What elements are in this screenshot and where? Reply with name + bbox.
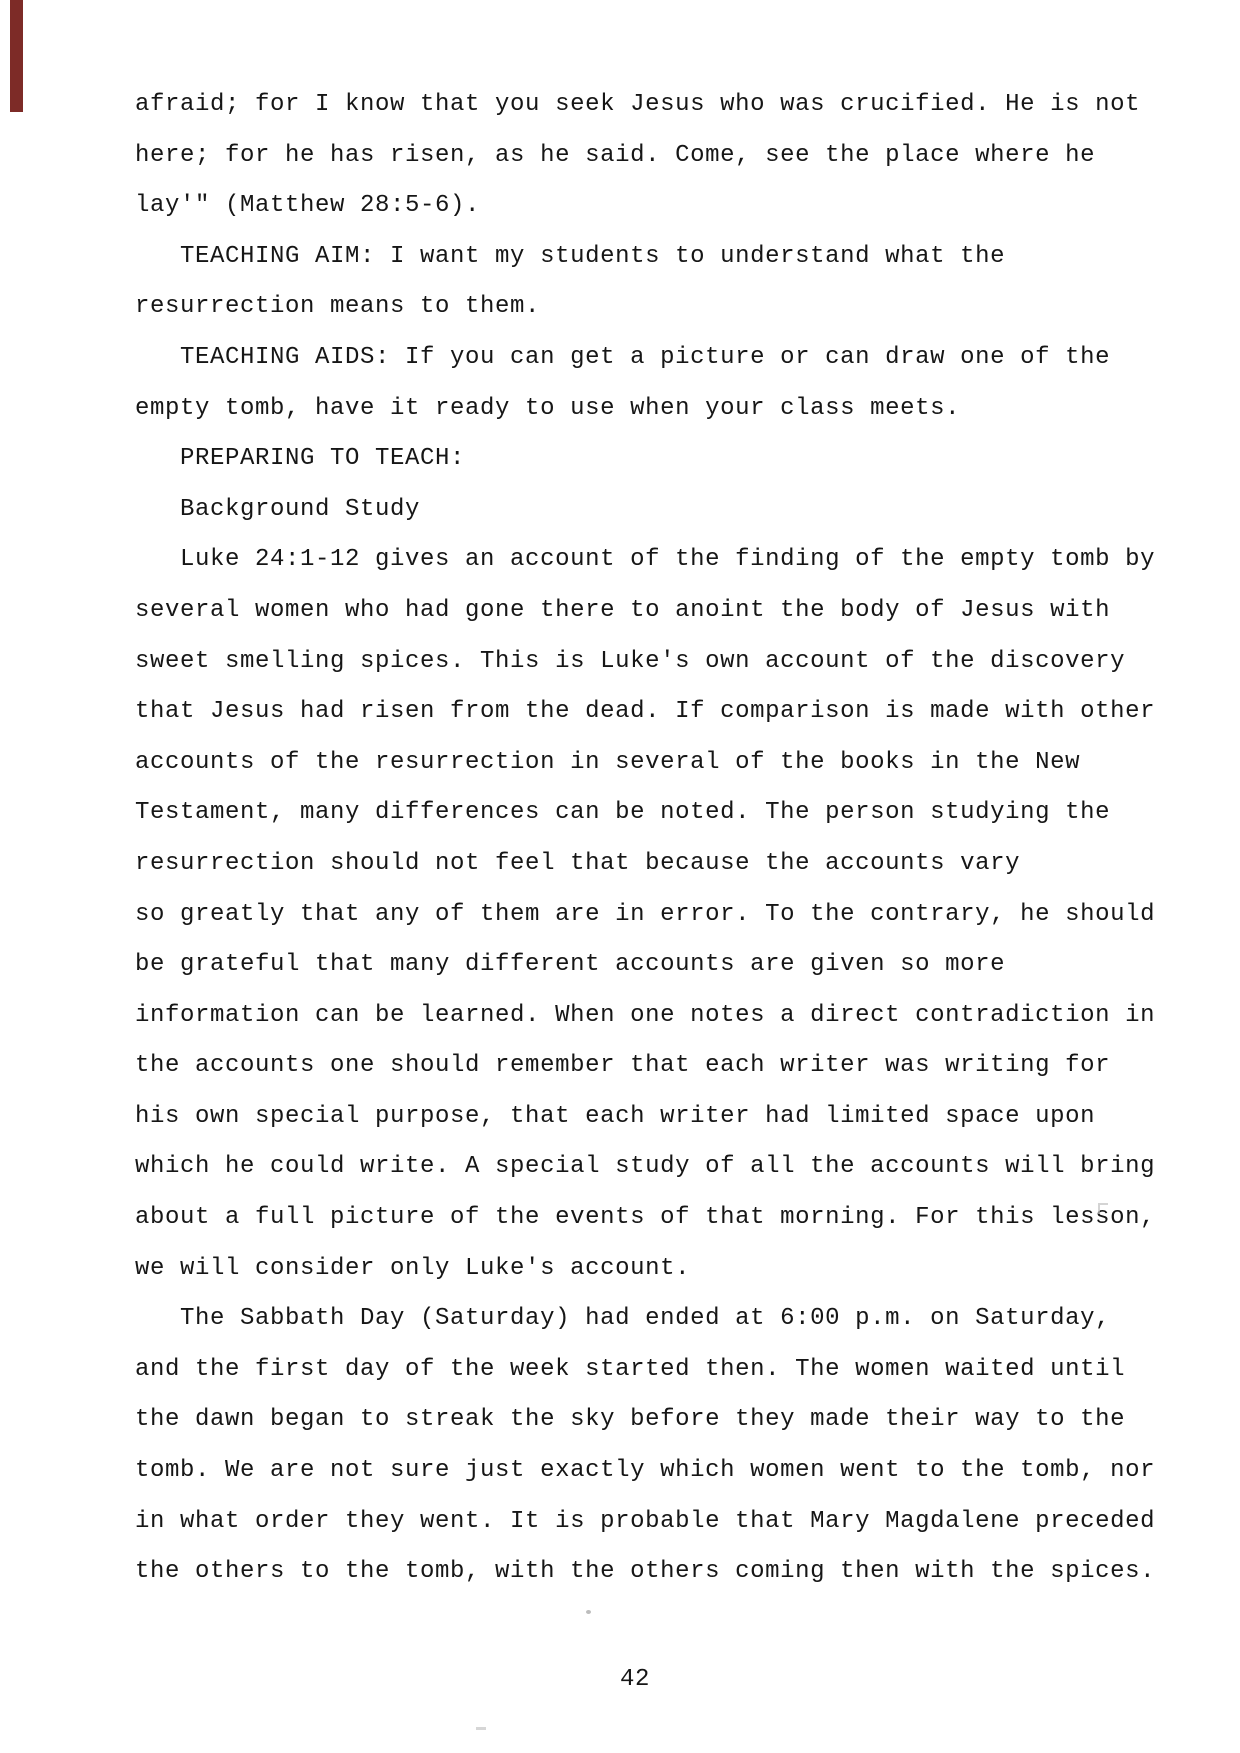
text-line: lay'" (Matthew 28:5-6). — [135, 192, 481, 220]
text-line: resurrection should not feel that because the accounts vary — [135, 849, 1021, 877]
text-line: Background Study — [135, 495, 421, 523]
text-line: tomb. We are not sure just exactly which women went to the tomb, nor — [135, 1457, 1156, 1485]
scan-edge-red-stripe — [10, 0, 23, 112]
scan-speck-dash — [476, 1727, 486, 1730]
page-number: 42 — [619, 1666, 650, 1693]
text-line: empty tomb, have it ready to use when your class meets. — [135, 394, 961, 422]
text-line: Luke 24:1-12 gives an account of the finding of the empty tomb by — [135, 546, 1156, 574]
document-text-body — [135, 80, 1155, 1598]
text-line: TEACHING AIM: I want my students to understand what the — [135, 242, 1006, 270]
text-line: information can be learned. When one notes a direct contradiction in — [135, 1001, 1156, 1029]
text-line: TEACHING AIDS: If you can get a picture or can draw one of the — [135, 343, 1111, 371]
text-line: sweet smelling spices. This is Luke's own account of the discovery — [135, 647, 1126, 675]
text-line: the accounts one should remember that each writer was writing for — [135, 1052, 1111, 1080]
text-line: so greatly that any of them are in error. To the contrary, he should — [135, 900, 1156, 928]
text-line: here; for he has risen, as he said. Come, see the place where he — [135, 141, 1096, 169]
text-line: the dawn began to streak the sky before they made their way to the — [135, 1406, 1126, 1434]
text-line: about a full picture of the events of that morning. For this lesson, — [135, 1204, 1156, 1232]
text-line: afraid; for I know that you seek Jesus who was crucified. He is not — [135, 91, 1141, 118]
text-line: which he could write. A special study of all the accounts will bring — [135, 1153, 1156, 1181]
text-line: we will consider only Luke's account. — [135, 1254, 691, 1282]
scan-speck-corner — [1098, 1203, 1108, 1214]
text-line: The Sabbath Day (Saturday) had ended at 6:00 p.m. on Saturday, — [135, 1305, 1111, 1333]
text-line: several women who had gone there to anoint the body of Jesus with — [135, 596, 1111, 624]
text-line: accounts of the resurrection in several of the books in the New — [135, 748, 1081, 776]
scan-speck-dot — [586, 1610, 591, 1614]
text-line: resurrection means to them. — [135, 293, 541, 321]
text-line: Testament, many differences can be noted. The person studying the — [135, 799, 1111, 827]
text-line: PREPARING TO TEACH: — [135, 445, 466, 473]
text-line: be grateful that many different accounts are given so more — [135, 951, 1006, 979]
text-line: his own special purpose, that each writer had limited space upon — [135, 1102, 1096, 1130]
text-line: the others to the tomb, with the others coming then with the spices. — [135, 1558, 1156, 1586]
text-line: in what order they went. It is probable that Mary Magdalene preceded — [135, 1507, 1156, 1535]
text-line: that Jesus had risen from the dead. If comparison is made with other — [135, 698, 1156, 726]
text-line: and the first day of the week started then. The women waited until — [135, 1355, 1126, 1383]
